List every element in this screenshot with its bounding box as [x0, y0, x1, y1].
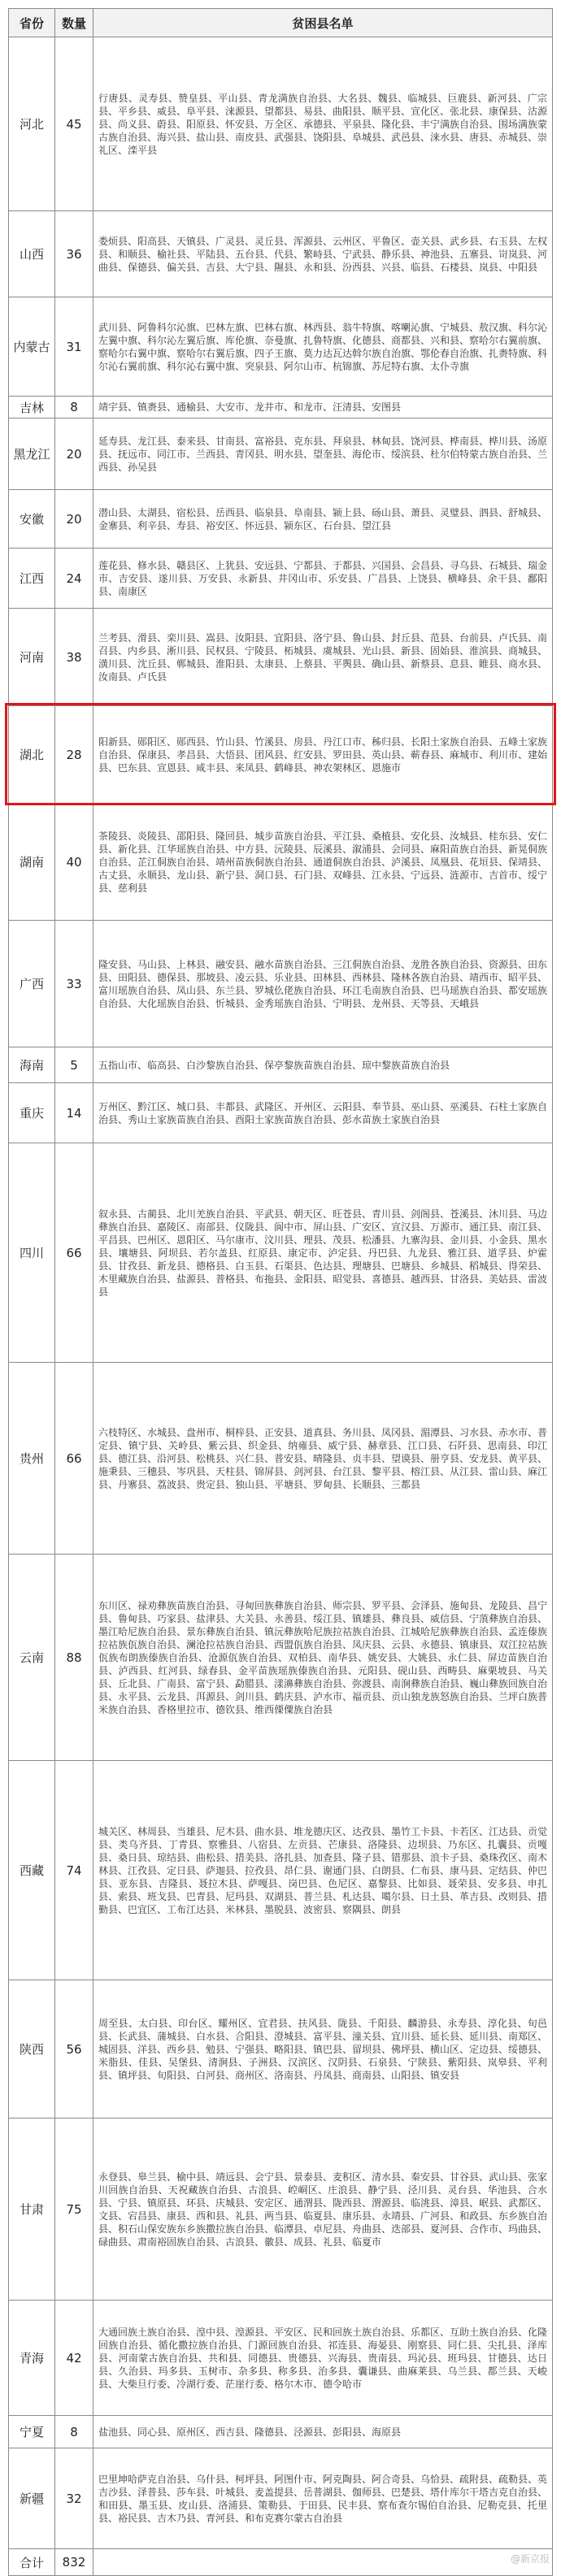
county-count: 74: [55, 1761, 94, 1980]
province-name: 湖北: [9, 706, 55, 804]
county-list: 兰考县、滑县、栾川县、嵩县、汝阳县、宜阳县、洛宁县、鲁山县、封丘县、范县、台前县、卢氏县、南召县、内乡县、淅川县、民权县、宁陵县、柘城县、虞城县、光山县、新县、固始县、淮滨县、商城县、潢川县、沈丘县、郸城县、淮阳县、太康县、上蔡县、平舆县、确山县、新蔡县、息县、睢县、商水县、汝南县、卢氏县: [94, 609, 553, 706]
county-count: 20: [55, 418, 94, 490]
county-list: 靖宇县、镇赉县、通榆县、大安市、龙井市、和龙市、汪清县、安图县: [94, 397, 553, 418]
province-row: [9, 1143, 553, 1363]
total-empty-cell: [94, 2549, 553, 2576]
county-count: 31: [55, 297, 94, 397]
province-row: [9, 1555, 553, 1761]
province-row: [9, 1363, 553, 1555]
county-list: 城关区、林周县、当雄县、尼木县、曲水县、堆龙德庆区、达孜县、墨竹工卡县、卡若区、江达县、贡觉县、类乌齐县、丁青县、察雅县、八宿县、左贡县、芒康县、洛隆县、边坝县、乃东区、扎囊县、贡嘎县、桑日县、琼结县、曲松县、措美县、洛扎县、加查县、隆子县、错那县、浪卡子县、桑珠孜区、南木林县、江孜县、定日县、萨迦县、拉孜县、昂仁县、谢通门县、白朗县、仁布县、康马县、定结县、仲巴县、亚东县、吉隆县、聂拉木县、萨嘎县、岗巴县、色尼区、嘉黎县、比如县、聂荣县、安多县、申扎县、索县、班戈县、巴青县、尼玛县、双湖县、普兰县、札达县、噶尔县、日土县、革吉县、改则县、措勤县、巴宜区、工布江达县、米林县、墨脱县、波密县、察隅县、朗县: [94, 1761, 553, 1980]
province-name: 贵州: [9, 1363, 55, 1555]
poverty-county-table: [8, 8, 553, 2576]
county-list: 潜山县、太湖县、宿松县、岳西县、临泉县、阜南县、颍上县、砀山县、萧县、灵璧县、泗县、舒城县、金寨县、利辛县、寿县、裕安区、怀远县、颍东区、石台县、望江县: [94, 490, 553, 549]
province-name: 西藏: [9, 1761, 55, 1980]
county-list: 阳新县、郧阳区、郧西县、竹山县、竹溪县、房县、丹江口市、秭归县、长阳土家族自治县、五峰土家族自治县、保康县、孝昌县、大悟县、团风县、红安县、罗田县、英山县、蕲春县、麻城市、利川市、建始县、巴东县、宣恩县、咸丰县、来凤县、鹤峰县、神农架林区、恩施市: [94, 706, 553, 804]
county-list: 娄烦县、阳高县、天镇县、广灵县、灵丘县、浑源县、云州区、平鲁区、壶关县、武乡县、右玉县、左权县、和顺县、榆社县、平陆县、五台县、代县、繁峙县、宁武县、静乐县、神池县、五寨县、岢岚县、河曲县、保德县、偏关县、吉县、大宁县、隰县、永和县、汾西县、兴县、临县、石楼县、岚县、中阳县: [94, 211, 553, 297]
county-list: 盐池县、同心县、原州区、西吉县、隆德县、泾源县、彭阳县、海原县: [94, 2416, 553, 2448]
county-count: 42: [55, 2301, 94, 2416]
province-row: [9, 1761, 553, 1980]
table-header-row: [9, 9, 553, 37]
county-list: 延寿县、龙江县、泰来县、甘南县、富裕县、克东县、拜泉县、林甸县、饶河县、桦南县、桦川县、汤原县、抚远市、同江市、兰西县、青冈县、明水县、望奎县、海伦市、绥滨县、杜尔伯特蒙古族自治县、兰西县、孙吴县: [94, 418, 553, 490]
county-count: 5: [55, 1047, 94, 1083]
county-list: 叙永县、古蔺县、北川羌族自治县、平武县、朝天区、旺苍县、青川县、剑阁县、苍溪县、沐川县、马边彝族自治县、嘉陵区、南部县、仪陇县、阆中市、屏山县、广安区、宣汉县、万源市、通江县、南江县、平昌县、巴州区、恩阳区、马尔康市、汶川县、理县、茂县、松潘县、九寨沟县、金川县、小金县、黑水县、壤塘县、阿坝县、若尔盖县、红原县、康定市、泸定县、丹巴县、九龙县、雅江县、道孚县、炉霍县、甘孜县、新龙县、德格县、白玉县、石渠县、色达县、理塘县、巴塘县、乡城县、稻城县、得荣县、木里藏族自治县、盐源县、普格县、布拖县、金阳县、昭觉县、喜德县、越西县、甘洛县、美姑县、雷波县: [94, 1143, 553, 1363]
province-name: 重庆: [9, 1083, 55, 1143]
province-name: 云南: [9, 1555, 55, 1761]
county-list: 大通回族土族自治县、湟中县、湟源县、平安区、民和回族土族自治县、乐都区、互助土族自治县、化隆回族自治县、循化撒拉族自治县、门源回族自治县、祁连县、海晏县、刚察县、同仁县、尖扎县、泽库县、河南蒙古族自治县、共和县、同德县、贵德县、兴海县、贵南县、玛沁县、班玛县、甘德县、达日县、久治县、玛多县、玉树市、杂多县、称多县、治多县、囊谦县、曲麻莱县、乌兰县、都兰县、天峻县、大柴旦行委、冷湖行委、茫崖行委、格尔木市、德令哈市: [94, 2301, 553, 2416]
province-name: 广西: [9, 921, 55, 1047]
province-name: 湖南: [9, 804, 55, 921]
province-row: [9, 2118, 553, 2301]
province-row: [9, 2416, 553, 2448]
county-count: 45: [55, 37, 94, 211]
county-list: 万州区、黔江区、城口县、丰都县、武隆区、开州区、云阳县、奉节县、巫山县、巫溪县、石柱土家族自治县、秀山土家族苗族自治县、酉阳土家族苗族自治县、彭水苗族土家族自治县: [94, 1083, 553, 1143]
county-count: 8: [55, 397, 94, 418]
county-list: 莲花县、修水县、赣县区、上犹县、安远县、宁都县、于都县、兴国县、会昌县、寻乌县、石城县、瑞金市、吉安县、遂川县、万安县、永新县、井冈山市、乐安县、广昌县、上饶县、横峰县、余干县、鄱阳县、南康区: [94, 549, 553, 609]
county-count: 75: [55, 2118, 94, 2301]
province-name: 山西: [9, 211, 55, 297]
province-name: 吉林: [9, 397, 55, 418]
province-name: 江西: [9, 549, 55, 609]
county-count: 32: [55, 2448, 94, 2549]
province-name: 宁夏: [9, 2416, 55, 2448]
total-count: 832: [55, 2549, 94, 2576]
province-row: [9, 1047, 553, 1083]
county-count: 38: [55, 609, 94, 706]
province-row: [9, 2448, 553, 2549]
province-row: [9, 297, 553, 397]
province-row: [9, 706, 553, 804]
province-name: 安徽: [9, 490, 55, 549]
county-count: 8: [55, 2416, 94, 2448]
province-row: [9, 1980, 553, 2118]
province-name: 海南: [9, 1047, 55, 1083]
province-name: 陕西: [9, 1980, 55, 2118]
province-name: 甘肃: [9, 2118, 55, 2301]
county-list: 东川区、禄劝彝族苗族自治县、寻甸回族彝族自治县、师宗县、罗平县、会泽县、施甸县、龙陵县、昌宁县、鲁甸县、巧家县、盐津县、大关县、永善县、绥江县、镇雄县、彝良县、威信县、宁蒗彝族自治县、墨江哈尼族自治县、景东彝族自治县、镇沅彝族哈尼族拉祜族自治县、江城哈尼族彝族自治县、孟连傣族拉祜族佤族自治县、澜沧拉祜族自治县、西盟佤族自治县、凤庆县、云县、永德县、镇康县、双江拉祜族佤族布朗族傣族自治县、沧源佤族自治县、双柏县、南华县、姚安县、大姚县、永仁县、屏边苗族自治县、泸西县、红河县、绿春县、金平苗族瑶族傣族自治县、元阳县、砚山县、西畴县、麻栗坡县、马关县、丘北县、广南县、富宁县、勐腊县、漾濞彝族自治县、弥渡县、南涧彝族自治县、巍山彝族回族自治县、永平县、云龙县、洱源县、剑川县、鹤庆县、泸水市、福贡县、贡山独龙族怒族自治县、兰坪白族普米族自治县、香格里拉市、德钦县、维西傈僳族自治县: [94, 1555, 553, 1761]
province-row: [9, 397, 553, 418]
county-count: 88: [55, 1555, 94, 1761]
province-row: [9, 1083, 553, 1143]
county-count: 28: [55, 706, 94, 804]
county-count: 20: [55, 490, 94, 549]
province-row: [9, 490, 553, 549]
province-name: 四川: [9, 1143, 55, 1363]
province-row: [9, 804, 553, 921]
province-row: [9, 418, 553, 490]
county-count: 56: [55, 1980, 94, 2118]
province-name: 河南: [9, 609, 55, 706]
county-list: 周至县、太白县、印台区、耀州区、宜君县、扶风县、陇县、千阳县、麟游县、永寿县、淳化县、旬邑县、长武县、蒲城县、白水县、合阳县、澄城县、富平县、潼关县、宜川县、延长县、延川县、南郑区、城固县、洋县、西乡县、勉县、宁强县、略阳县、镇巴县、留坝县、佛坪县、横山区、定边县、绥德县、米脂县、佳县、吴堡县、清涧县、子洲县、汉滨区、汉阴县、石泉县、宁陕县、紫阳县、岚皋县、平利县、镇坪县、旬阳县、白河县、商州区、洛南县、丹凤县、商南县、山阳县、镇安县: [94, 1980, 553, 2118]
header-county-list: 贫困县名单: [94, 9, 553, 37]
county-list: 武川县、阿鲁科尔沁旗、巴林左旗、巴林右旗、林西县、翁牛特旗、喀喇沁旗、宁城县、敖汉旗、科尔沁左翼中旗、科尔沁左翼后旗、库伦旗、奈曼旗、扎鲁特旗、化德县、商都县、兴和县、察哈尔右翼前旗、察哈尔右翼中旗、察哈尔右翼后旗、四子王旗、莫力达瓦达斡尔族自治旗、鄂伦春自治旗、扎赉特旗、科尔沁右翼前旗、科尔沁右翼中旗、突泉县、阿尔山市、杭锦旗、苏尼特右旗、太仆寺旗: [94, 297, 553, 397]
header-province: 省份: [9, 9, 55, 37]
province-name: 青海: [9, 2301, 55, 2416]
county-count: 66: [55, 1143, 94, 1363]
county-count: 36: [55, 211, 94, 297]
county-count: 24: [55, 549, 94, 609]
watermark: @新京报: [510, 2553, 550, 2565]
county-list: 永登县、皋兰县、榆中县、靖远县、会宁县、景泰县、麦积区、清水县、秦安县、甘谷县、武山县、张家川回族自治县、天祝藏族自治县、古浪县、崆峒区、庄浪县、静宁县、泾川县、灵台县、华池县、合水县、宁县、镇原县、环县、庆城县、安定区、通渭县、陇西县、渭源县、临洮县、漳县、岷县、武都区、文县、宕昌县、康县、西和县、礼县、两当县、临夏县、康乐县、永靖县、广河县、和政县、东乡族自治县、积石山保安族东乡族撒拉族自治县、临潭县、卓尼县、舟曲县、迭部县、夏河县、合作市、玛曲县、碌曲县、肃南裕固族自治县、古浪县、徽县、成县、礼县、临夏市: [94, 2118, 553, 2301]
province-name: 黑龙江: [9, 418, 55, 490]
province-name: 内蒙古: [9, 297, 55, 397]
province-row: [9, 37, 553, 211]
county-list: 茶陵县、炎陵县、邵阳县、隆回县、城步苗族自治县、平江县、桑植县、安化县、汝城县、桂东县、安仁县、新化县、江华瑶族自治县、中方县、沅陵县、辰溪县、溆浦县、会同县、麻阳苗族自治县、新晃侗族自治县、芷江侗族自治县、靖州苗族侗族自治县、通道侗族自治县、泸溪县、凤凰县、花垣县、保靖县、古丈县、永顺县、龙山县、新宁县、洞口县、石门县、双峰县、江永县、宁远县、涟源市、吉首市、绥宁县、慈利县: [94, 804, 553, 921]
county-list: 巴里坤哈萨克自治县、乌什县、柯坪县、阿图什市、阿克陶县、阿合奇县、乌恰县、疏附县、疏勒县、英吉沙县、泽普县、莎车县、叶城县、麦盖提县、岳普湖县、伽师县、巴楚县、塔什库尔干塔吉克自治县、和田县、墨玉县、皮山县、洛浦县、策勒县、于田县、民丰县、察布查尔锡伯自治县、尼勒克县、托里县、裕民县、吉木乃县、青河县、和布克赛尔蒙古自治县: [94, 2448, 553, 2549]
total-row: [9, 2549, 553, 2576]
province-row: [9, 609, 553, 706]
county-list: 六枝特区、水城县、盘州市、桐梓县、正安县、道真县、务川县、凤冈县、湄潭县、习水县、赤水市、普定县、镇宁县、关岭县、紫云县、织金县、纳雍县、威宁县、赫章县、江口县、石阡县、思南县、印江县、德江县、沿河县、松桃县、兴仁县、普安县、晴隆县、贞丰县、望谟县、册亨县、安龙县、黄平县、施秉县、三穗县、岑巩县、天柱县、锦屏县、剑河县、台江县、黎平县、榕江县、从江县、雷山县、麻江县、丹寨县、荔波县、贵定县、独山县、平塘县、罗甸县、长顺县、三都县: [94, 1363, 553, 1555]
province-name: 河北: [9, 37, 55, 211]
province-row: [9, 549, 553, 609]
header-count: 数量: [55, 9, 94, 37]
county-count: 14: [55, 1083, 94, 1143]
county-list: 行唐县、灵寿县、赞皇县、平山县、青龙满族自治县、大名县、魏县、临城县、巨鹿县、新河县、广宗县、平乡县、威县、阜平县、涞源县、望都县、易县、曲阳县、顺平县、宣化区、张北县、康保县、沽源县、尚义县、蔚县、阳原县、怀安县、万全区、承德县、平泉县、隆化县、丰宁满族自治县、围场满族蒙古族自治县、海兴县、盐山县、南皮县、武强县、饶阳县、阜城县、武邑县、涞水县、唐县、赤城县、崇礼区、滦平县: [94, 37, 553, 211]
county-list: 五指山市、临高县、白沙黎族自治县、保亭黎族苗族自治县、琼中黎族苗族自治县: [94, 1047, 553, 1083]
province-name: 新疆: [9, 2448, 55, 2549]
province-row: [9, 2301, 553, 2416]
province-row: [9, 211, 553, 297]
province-row: [9, 921, 553, 1047]
county-count: 66: [55, 1363, 94, 1555]
total-label: 合计: [9, 2549, 55, 2576]
county-count: 40: [55, 804, 94, 921]
county-count: 33: [55, 921, 94, 1047]
county-list: 隆安县、马山县、上林县、融安县、融水苗族自治县、三江侗族自治县、龙胜各族自治县、资源县、田东县、田阳县、德保县、那坡县、凌云县、乐业县、田林县、西林县、隆林各族自治县、靖西市、昭平县、富川瑶族自治县、凤山县、东兰县、罗城仫佬族自治县、环江毛南族自治县、巴马瑶族自治县、都安瑶族自治县、大化瑶族自治县、忻城县、金秀瑶族自治县、宁明县、龙州县、天等县、天峨县: [94, 921, 553, 1047]
